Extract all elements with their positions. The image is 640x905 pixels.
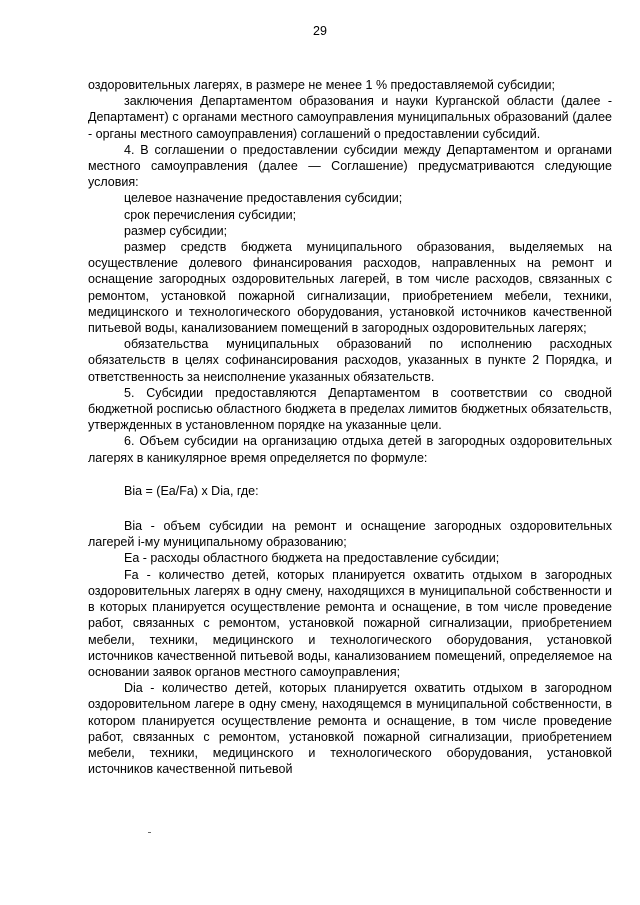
paragraph: оздоровительных лагерях, в размере не менее 1 % предоставляемой субсидии; (88, 78, 555, 92)
page-number: 29 (313, 24, 327, 38)
paragraph: 4. В соглашении о предоставлении субсидии между Департаментом и органами местного самоуправления (далее — Соглашение) предусматриваются следующие условия: (88, 142, 612, 190)
paragraph: заключения Департаментом образования и науки Курганской области (далее - Департамент) с органами местного самоуправления муниципальных образований (далее - органы местного самоуправления) соглашений о предоставлении субсидий. (88, 94, 612, 141)
paragraph: размер средств бюджета муниципального образования, выделяемых на осуществление долевого финансирования расходов, направленных на ремонт и оснащение загородных оздоровительных лагерей, в том числе расходов, связанных с ремонтом, установкой пожарной сигнализации, приобретением мебели, техники, медицинского и технологического оборудования, установкой источников качественной питьевой воды, канализованием помещений в загородных оздоровительных лагерях; (88, 240, 612, 336)
paragraph: 6. Объем субсидии на организацию отдыха детей в загородных оздоровительных лагерях в каникулярное время определяется по формуле: (88, 434, 612, 465)
formula: Bia = (Ea/Fa) x Dia, где: (124, 483, 259, 498)
paragraph: Dia - количество детей, которых планируется охватить отдыхом в загородном оздоровительном лагере в одну смену, находящемся в муниципальной собственности, в котором планируется осуществление ремонта и оснащение, в том числе проведение работ, связанных с ремонтом, установкой пожарной сигнализации, приобретением мебели, техники, медицинского и технологического оборудования, установкой источников качественной питьевой (88, 681, 612, 777)
paragraph: 5. Субсидии предоставляются Департаментом в соответствии со сводной бюджетной росписью областного бюджета в пределах лимитов бюджетных обязательств, утвержденных в установленном порядке на указанные цели. (88, 385, 612, 433)
scan-speck (148, 832, 151, 833)
paragraph: срок перечисления субсидии; (124, 207, 297, 222)
paragraph: целевое назначение предоставления субсидии; (124, 191, 403, 206)
paragraph: размер субсидии; (124, 223, 228, 238)
paragraph: Ea - расходы областного бюджета на предоставление субсидии; (124, 551, 500, 566)
paragraph: Fa - количество детей, которых планируется охватить отдыхом в загородных оздоровительных лагерях в одну смену, находящихся в муниципальной собственности и в которых планируется осуществление ремонта и оснащение, в том числе проведение работ, связанных с ремонтом, установкой пожарной сигнализации, приобретением мебели, техники, медицинского и технологического оборудования, установкой источников качественной питьевой воды, канализованием помещений, определяемое на основании заявок органов местного самоуправления; (88, 567, 612, 679)
paragraph: Bia - объем субсидии на ремонт и оснащение загородных оздоровительных лагерей i-му муниципальному образованию; (88, 519, 612, 550)
paragraph: обязательства муниципальных образований по исполнению расходных обязательств в целях софинансирования расходов, указанных в пункте 2 Порядка, и ответственность за неисполнение указанных обязательств. (88, 337, 612, 384)
document-body (88, 77, 612, 777)
